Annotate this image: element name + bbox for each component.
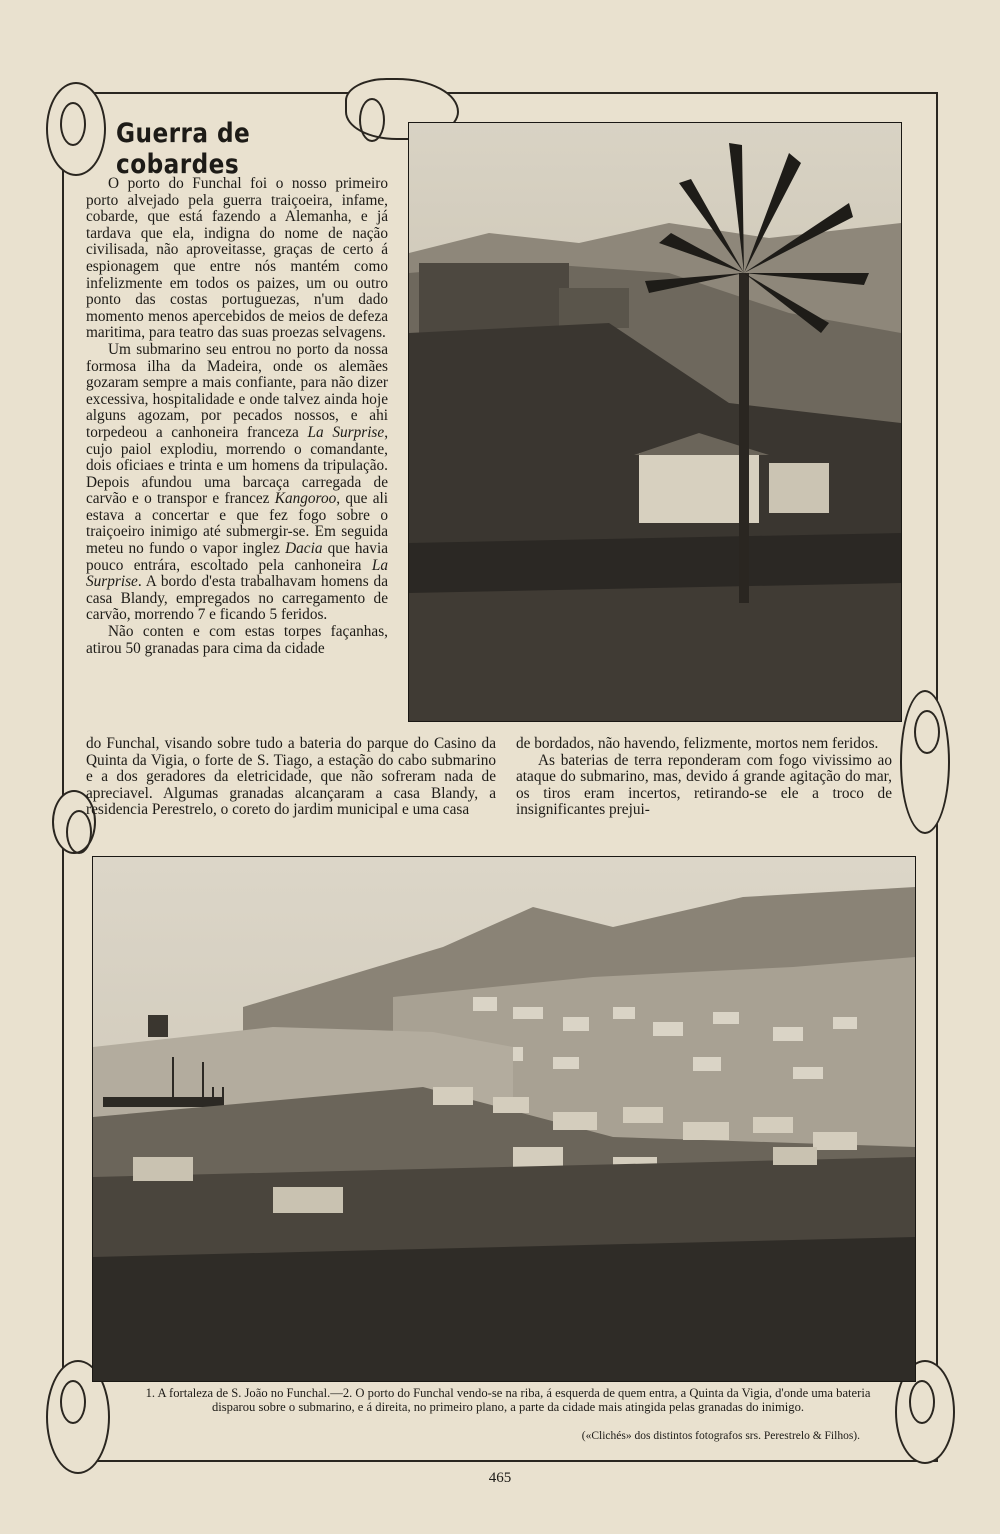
ship-name-la-surprise: La Surprise bbox=[307, 423, 385, 441]
paragraph-3-end: de bordados, não havendo, felizmente, mortos nem feridos. bbox=[516, 735, 879, 752]
photo-fortress-palm bbox=[408, 122, 902, 722]
scroll-ornament-right bbox=[900, 690, 950, 834]
photo-caption: 1. A fortaleza de S. João no Funchal.—2. O porto do Funchal vendo-se na riba, á esquerda de quem entra, a Quinta da Vigia, d'onde uma bateria disparou sobre o submarino, e á direita, no primeiro plano, a parte da cidade mais atingida pelas granadas do inimigo. bbox=[145, 1386, 871, 1414]
photo-fortress-palm-image bbox=[409, 123, 901, 721]
article-column-lower-left bbox=[86, 736, 496, 819]
paragraph-3-continued: do Funchal, visando sobre tudo a bateria do parque do Casino da Quinta da Vigia, o forte de S. Tiago, a estação do cabo submarino e a dos geradores da eletricidade, que não sofreram nada de apreciavel. Algumas granadas alcançaram a casa Blandy, a residencia Perestrelo, o coreto do jardim municipal e uma casa bbox=[86, 735, 496, 819]
paragraph-3: Não conten e com estas torpes façanhas, atirou 50 granadas para cima da cidade bbox=[86, 623, 388, 657]
article-column-upper bbox=[86, 176, 388, 657]
photo-credit: («Clichés» dos distintos fotografos srs. Perestrelo & Filhos). bbox=[581, 1430, 860, 1442]
ship-name-dacia: Dacia bbox=[285, 540, 323, 558]
article-title: Guerra de cobardes bbox=[116, 118, 251, 180]
article-column-lower-right bbox=[516, 736, 892, 819]
ship-name-la-surprise-2: La Surprise bbox=[86, 556, 388, 591]
photo-funchal-harbour-image bbox=[93, 857, 915, 1381]
paragraph-4: As baterias de terra reponderam com fogo vivissimo ao ataque do submarino, mas, devido á grande agitação do mar, os tiros eram incertos, retirando-se ele a troco de insignificantes prejui- bbox=[516, 751, 892, 819]
page-number: 465 bbox=[488, 1470, 512, 1486]
photo-funchal-harbour bbox=[92, 856, 916, 1382]
corner-ornament-top-left bbox=[46, 82, 106, 176]
ship-name-kangoroo: Kangoroo bbox=[274, 490, 337, 508]
paragraph-2: Um submarino seu entrou no porto da nossa formosa ilha da Madeira, onde os alemães gozaram sempre a mais confiante, para não dizer excessiva, hospitalidade e onde talvez ainda hoje alguns agozam, por pecados nossos, e ahi torpedeou a canhoneira franceza La Surprise, cujo paiol explodiu, morrendo o comandante, dois oficiaes e trinta e um homens da tripulação. Depois afundou uma barcaça carregada de carvão e o transpor e francez Kangoroo, que ali estava a concertar e que fez fogo sobre o traiçoeiro inimigo até submergir-se. Em seguida meteu no fundo o vapor inglez Dacia que havia pouco entrára, escoltado pela canhoneira La Surprise. A bordo d'esta trabalhavam homens da casa Blandy, empregados no carregamento de carvão, morrendo 7 e ficando 5 feridos. bbox=[86, 340, 389, 624]
paragraph-1: O porto do Funchal foi o nosso primeiro porto alvejado pela guerra traiçoeira, infame, cobarde, que está fazendo a Alemanha, e já tardava que ela, indigna do nome de nação civilisada, não aproveitasse, graças de certo á espionagem que entre nós mantém como infelizmente em todos os paizes, um ou outro ponto das costas portuguezas, n'um dado momento menos apercebidos de meios de defeza maritima, para teatro das suas proezas selvagens. bbox=[86, 175, 388, 342]
